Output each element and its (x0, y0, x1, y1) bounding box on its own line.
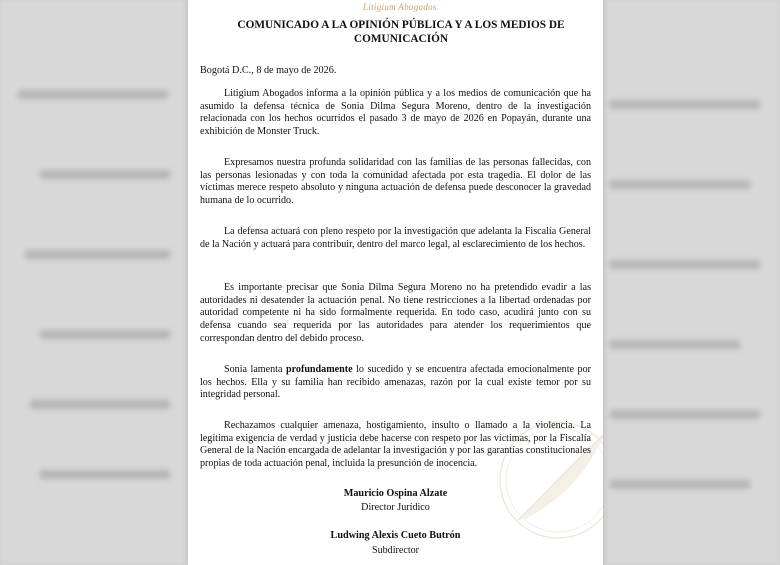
signature-name-1: Mauricio Ospina Alzate (343, 488, 448, 499)
paragraph-6: Rechazamos cualquier amenaza, hostigamiento, insulto o llamado a la violencia. La legítima exigencia de verdad y justicia debe hacerse con respeto por las víctimas, por la Fiscalía General de la Nación encargada de adelantar la investigación y por las garantías constitucionales propias de toda actuación penal, incluida la presunción de inocencia. (200, 420, 591, 470)
paragraph-3: La defensa actuará con pleno respeto por la investigación que adelanta la Fiscalía General de la Nación y actuará para contribuir, dentro del marco legal, al esclarecimiento de los hechos. (200, 226, 591, 250)
paragraph-4: Es importante precisar que Sonia Dilma Segura Moreno no ha pretendido evadir a las autoridades ni desatender la actuación penal. No tiene restricciones a la libertad ordenadas por autoridad competente ni ha sido formalmente requerida. En todo caso, acudirá junto con su defensa cuando sea requerida por las autoridades para atender los requerimientos que correspondan dentro del debido proceso. (200, 282, 591, 344)
paragraph-1: Litigium Abogados informa a la opinión pública y a los medios de comunicación que ha asumido la defensa técnica de Sonia Dilma Segura Moreno, dentro de la investigación relacionada con los hechos ocurridos el pasado 3 de mayo de 2026 en Popayán, durante una exhibición de Monster Truck. (200, 88, 591, 138)
paragraph-5-text-end: lo sucedido y se encuentra afectada emocionalmente por los hechos. Ella y su familia han recibido amenazas, razón por la cual existe temor por su integridad personal. (200, 364, 591, 401)
document-heading (216, 18, 586, 46)
document-page (188, 0, 603, 565)
signature-role-2: Subdirector (371, 545, 420, 556)
blurred-background-left (0, 0, 190, 565)
blurred-background-right (590, 0, 780, 565)
dateline: Bogotá D.C., 8 de mayo de 2026. (200, 65, 337, 76)
signature-role-1: Director Jurídico (361, 502, 430, 513)
paragraph-5-emphasis: profundamente (286, 364, 353, 375)
letterhead-logo: Litigium Abogados (363, 2, 437, 12)
signature-name-2: Ludwing Alexis Cueto Butrón (330, 530, 461, 541)
heading-line-2: COMUNICACIÓN (353, 33, 449, 45)
paragraph-5-text-start: Sonia lamenta (224, 364, 286, 375)
paragraph-2: Expresamos nuestra profunda solidaridad con las familias de las personas fallecidas, con las personas lesionadas y con toda la comunidad afectada por esta tragedia. El dolor de las víctimas merece respeto absoluto y ninguna actuación de defensa puede desconocer la gravedad humana de lo ocurrido. (200, 157, 591, 207)
heading-line-1: COMUNICADO A LA OPINIÓN PÚBLICA Y A LOS MEDIOS DE (237, 19, 565, 31)
paragraph-5 (200, 364, 591, 402)
